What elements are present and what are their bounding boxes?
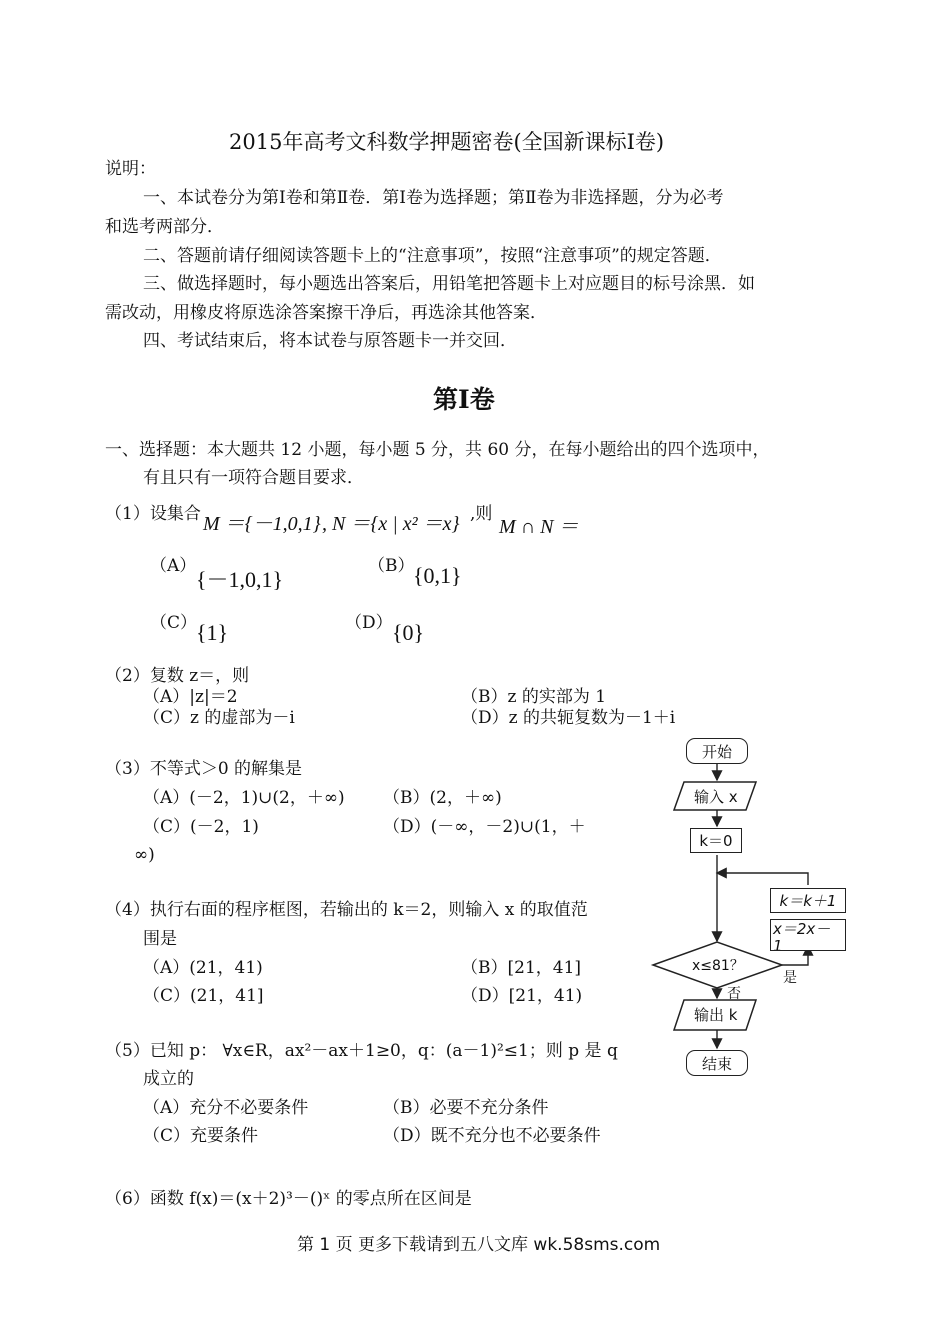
flowchart-input: 输入 x bbox=[694, 788, 738, 806]
q6-stem: （6）函数 f(x)＝(x＋2)³－()ˣ 的零点所在区间是 bbox=[105, 1189, 472, 1209]
flowchart-step-x bbox=[770, 919, 846, 951]
q1-option-a: {－1,0,1} bbox=[196, 567, 284, 592]
part-heading: 一、选择题：本大题共 12 小题，每小题 5 分，共 60 分，在每小题给出的四个选项中， bbox=[105, 440, 770, 460]
q5-option-d: （D）既不充分也不必要条件 bbox=[383, 1126, 601, 1146]
q2-option-d: （D）z 的共轭复数为－1＋i bbox=[461, 708, 676, 728]
q3-option-c: （C）(－2，1) bbox=[143, 817, 259, 837]
flowchart-init: k＝0 bbox=[690, 828, 742, 853]
q3-option-d: （D）(－∞，－2)∪(1，＋ bbox=[383, 817, 586, 837]
q2-option-b: （B）z 的实部为 1 bbox=[461, 687, 607, 707]
q4-option-b: （B）[21，41] bbox=[461, 958, 582, 978]
q4-option-d: （D）[21，41) bbox=[461, 986, 583, 1006]
q1-option-b: {0,1} bbox=[413, 563, 462, 588]
q4-stem: （4）执行右面的程序框图，若输出的 k＝2，则输入 x 的取值范 bbox=[105, 900, 588, 920]
flowchart-step-k: k＝k＋1 bbox=[770, 888, 846, 913]
q3-option-d-cont: ∞) bbox=[134, 845, 155, 865]
q3-option-a: （A）(－2，1)∪(2，＋∞) bbox=[143, 788, 345, 808]
q1-stem: （1）设集合 bbox=[105, 504, 201, 524]
flowchart-condition: x≤81？ bbox=[692, 958, 744, 974]
instruction-line: 和选考两部分． bbox=[105, 217, 224, 237]
q2-option-c: （C）z 的虚部为－i bbox=[143, 708, 295, 728]
q1-ask: M ∩ N ＝ bbox=[499, 516, 579, 538]
q1-set-m: M ＝{－1,0,1} bbox=[203, 513, 321, 535]
flowchart-end: 结束 bbox=[686, 1050, 748, 1076]
q1-option-b-label: （B） bbox=[368, 556, 415, 576]
q5-stem-cont: 成立的 bbox=[143, 1069, 194, 1089]
q1-then: ,则 bbox=[470, 504, 493, 524]
q1-option-c: {1} bbox=[196, 620, 229, 645]
q5-option-c: （C）充要条件 bbox=[143, 1126, 259, 1146]
q1-option-d: {0} bbox=[392, 620, 425, 645]
q1-option-a-label: （A） bbox=[150, 556, 197, 576]
part-heading-cont: 有且只有一项符合题目要求． bbox=[143, 468, 364, 488]
page-footer: 第 1 页 更多下载请到五八文库 wk.58sms.com bbox=[297, 1235, 661, 1255]
instruction-line: 一、本试卷分为第Ⅰ卷和第Ⅱ卷．第Ⅰ卷为选择题；第Ⅱ卷为非选择题，分为必考 bbox=[143, 188, 724, 208]
q4-option-a: （A）(21，41) bbox=[143, 958, 263, 978]
q1-option-c-label: （C） bbox=[150, 613, 198, 633]
document-title: 2015年高考文科数学押题密卷(全国新课标I卷) bbox=[229, 130, 665, 154]
q5-stem: （5）已知 p： ∀x∈R，ax²－ax＋1≥0，q：(a－1)²≤1；则 p 是 q bbox=[105, 1041, 618, 1061]
instruction-line: 三、做选择题时，每小题选出答案后，用铅笔把答题卡上对应题目的标号涂黑．如 bbox=[143, 274, 755, 294]
q1-set-n: , N ＝{x | x² ＝x} bbox=[322, 513, 460, 535]
flowchart-no-label: 否 bbox=[727, 986, 741, 1002]
q5-option-b: （B）必要不充分条件 bbox=[383, 1098, 549, 1118]
instructions-label: 说明： bbox=[105, 159, 156, 179]
section-title: 第Ⅰ卷 bbox=[433, 385, 495, 414]
q5-option-a: （A）充分不必要条件 bbox=[143, 1098, 309, 1118]
flowchart-output: 输出 k bbox=[694, 1006, 738, 1024]
flowchart-yes-label: 是 bbox=[783, 970, 797, 986]
q3-stem: （3）不等式＞0 的解集是 bbox=[105, 759, 303, 779]
instruction-line: 二、答题前请仔细阅读答题卡上的“注意事项”，按照“注意事项”的规定答题． bbox=[143, 246, 722, 266]
q1-option-d-label: （D） bbox=[345, 613, 393, 633]
q4-option-c: （C）(21，41] bbox=[143, 986, 264, 1006]
instruction-line: 四、考试结束后，将本试卷与原答题卡一并交回． bbox=[143, 331, 517, 351]
q2-stem: （2）复数 z＝，则 bbox=[105, 666, 250, 686]
q4-stem-cont: 围是 bbox=[143, 929, 177, 949]
flowchart-start: 开始 bbox=[686, 738, 748, 764]
instruction-line: 需改动，用橡皮将原选涂答案擦干净后，再选涂其他答案． bbox=[105, 303, 547, 323]
flowchart-step-x-label: x＝2x－1 bbox=[773, 920, 831, 951]
q3-option-b: （B）(2，＋∞) bbox=[383, 788, 502, 808]
q2-option-a: （A）|z|＝2 bbox=[143, 687, 238, 707]
